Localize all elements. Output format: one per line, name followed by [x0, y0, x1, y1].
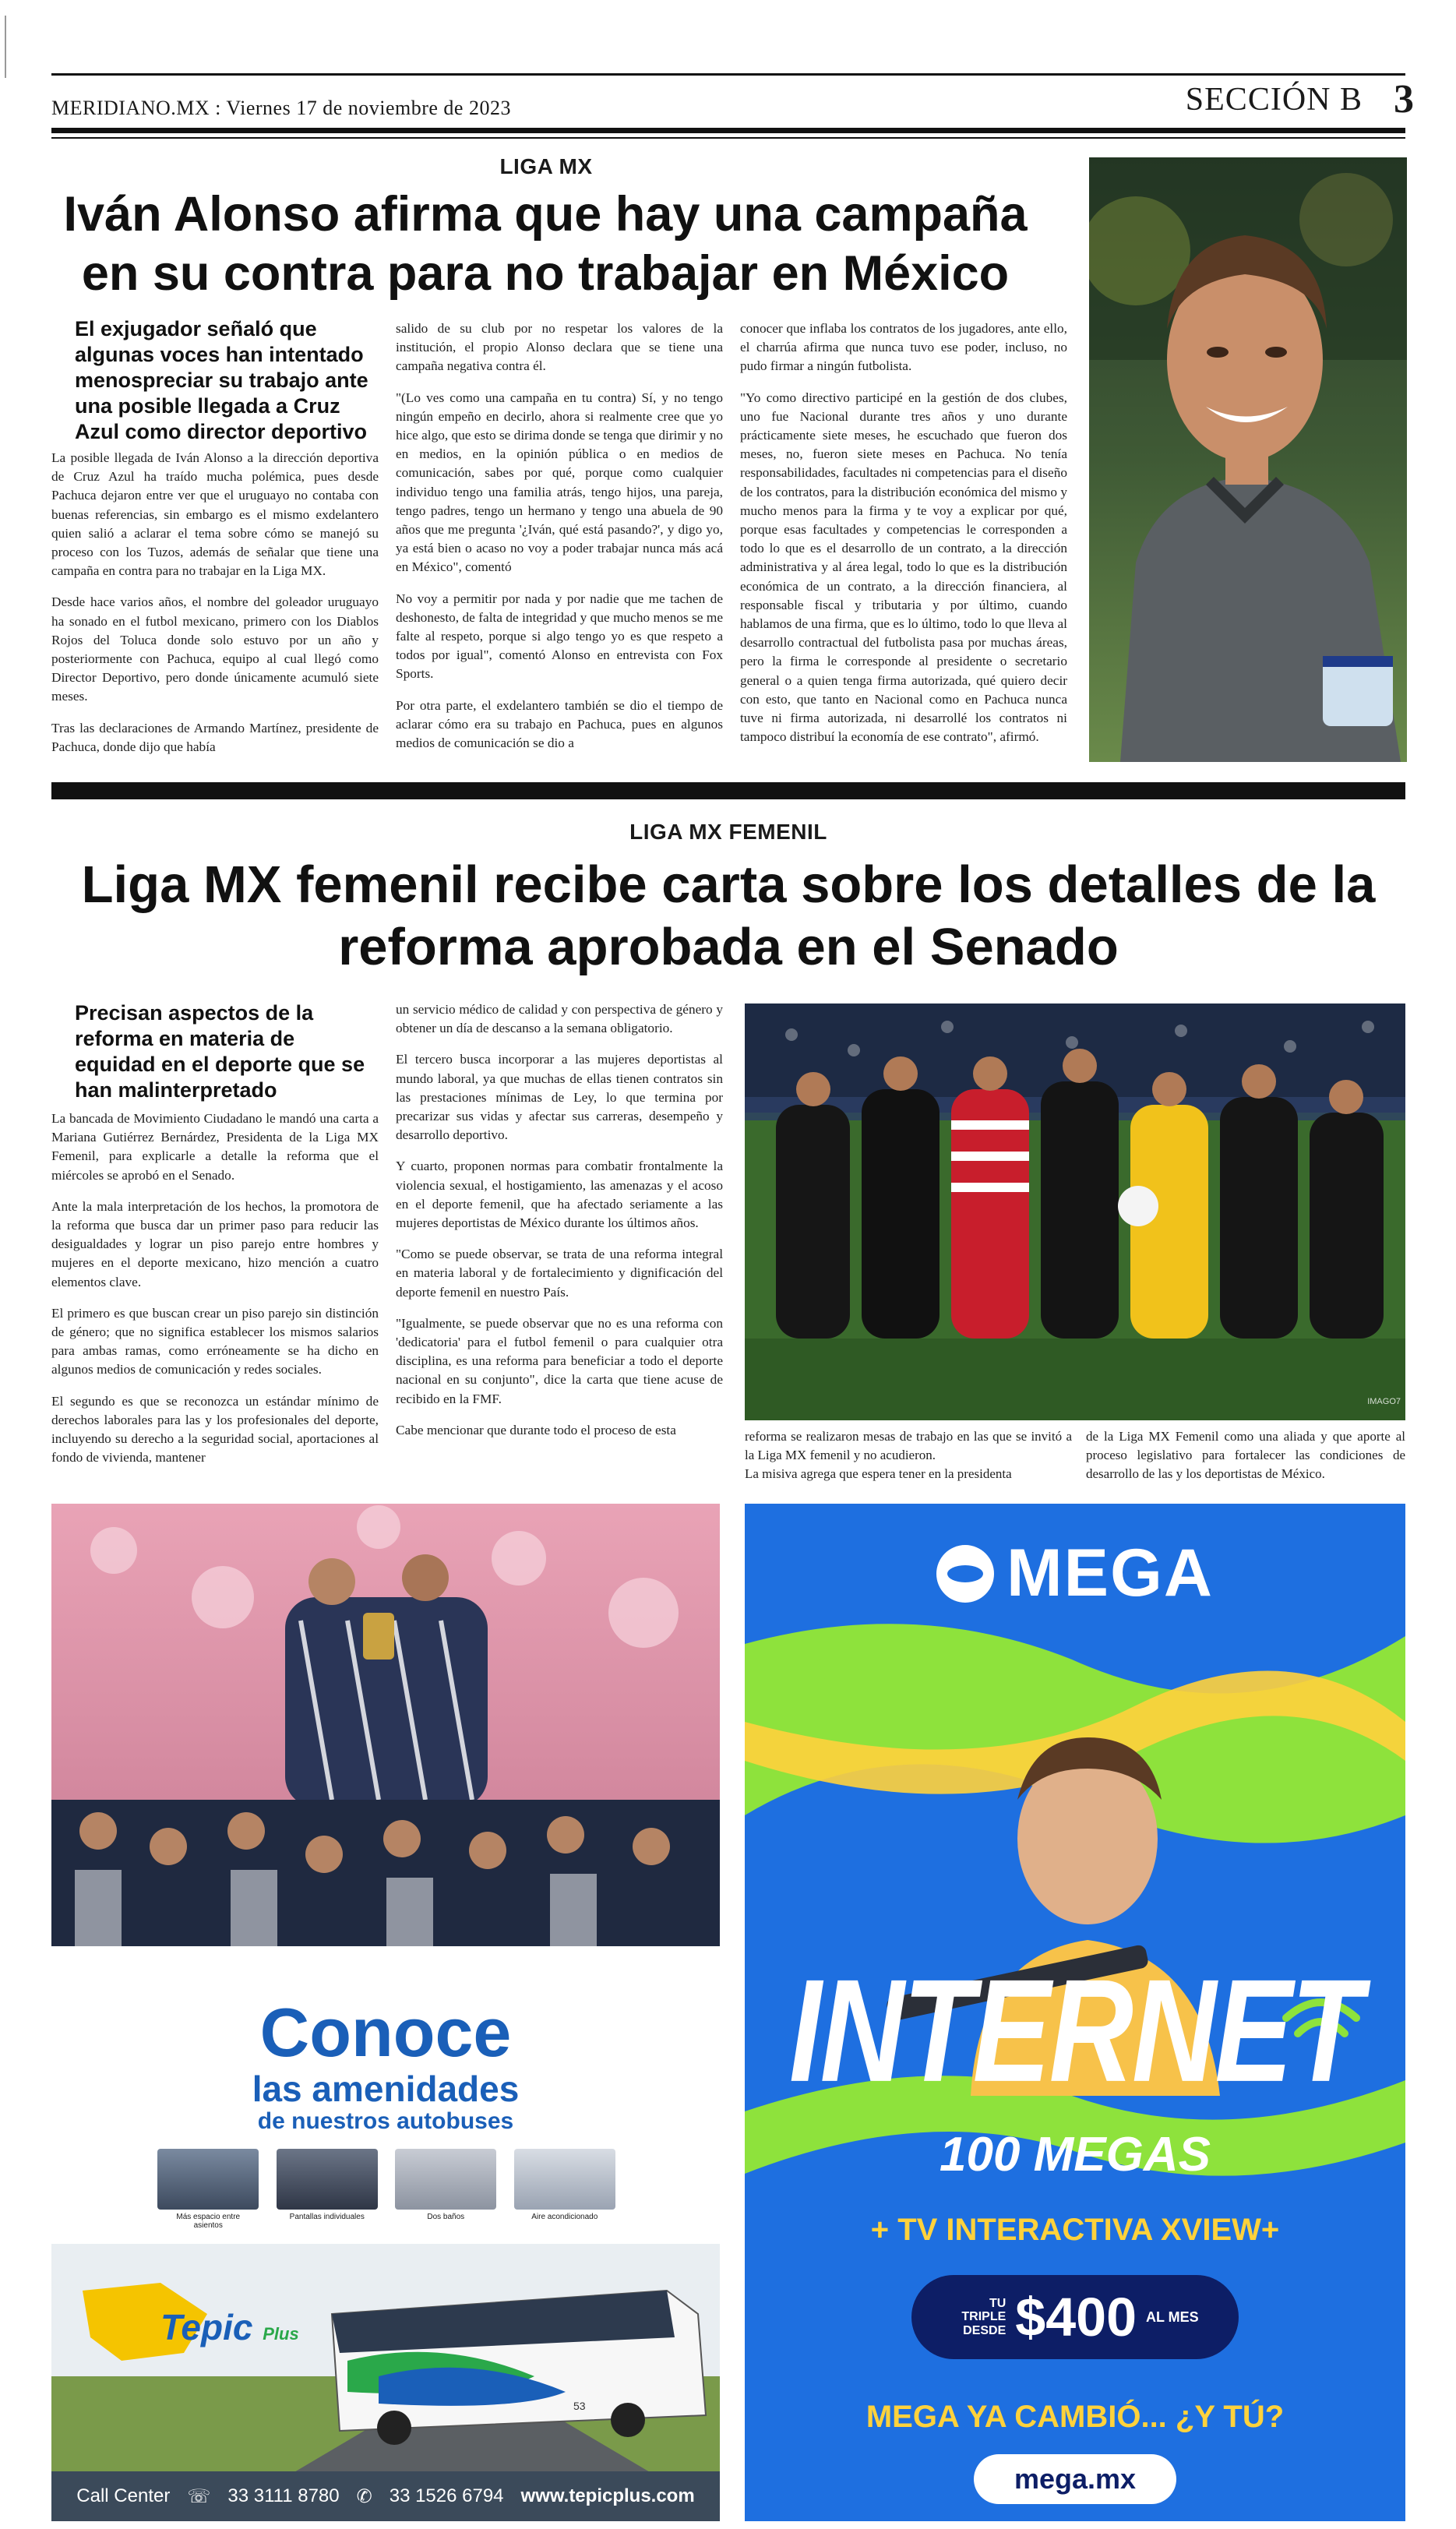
- article1-column-3: [740, 319, 1067, 759]
- article1-paragraph: "Yo como directivo participé en la gestión de dos clubes, uno fue Nacional durante tres años y uno durante prácticamente siete meses, he escuchado que fueron dos meses, no, fueron siete meses en Pachuca. No tenía responsabilidades, facultades ni competencias para el diseño de los contratos, para la distribución económica del mismo y mucho menos para la firma y te voy a explicar por qué, porque esas facultades y competencias le corresponden a todo lo que es el desarrollo de un contrato, a la dirección administrativa y al área legal, todo lo que es la distribución económica de un contrato, a la dirección financiera, al responsable fiscal y tributaria y por último, cuando hablamos de una firma, que es lo último, todo lo que lleva al desarrollo contractual del futbolista pasa por muchas áreas, pero la firma le corresponde al presidente o secretario general o a quien tenga firma autorizada, qué quiero decir con esto, que tanto en Nacional como en Pachuca nunca tuve ni firma autorizada, ni desarrollé los contratos ni tampoco distribuí la economía de ese contrato", afirmó.: [740, 390, 1067, 745]
- mega-slogan: MEGA YA CAMBIÓ... ¿Y TÚ?: [865, 2400, 1285, 2434]
- referees-captains-photo: [745, 1003, 1405, 1420]
- article2-paragraph: Y cuarto, proponen normas para combatir frontalmente la violencia sexual, el hostigamiento, las amenazas y el acoso en el deporte femenil, que ha afectado seriamente a las mujeres deportistas de México durante los últimos años.: [396, 1159, 723, 1231]
- tepic-logo-text: Tepic: [160, 2307, 253, 2347]
- mega-website[interactable]: mega.mx: [1014, 2463, 1137, 2495]
- amenity-item: [153, 2149, 264, 2242]
- mega-ad[interactable]: [745, 1504, 1405, 2521]
- amenity-item: [272, 2149, 383, 2242]
- header-bottom-rule: [51, 128, 1405, 133]
- article2-kicker: LIGA MX FEMENIL: [629, 820, 827, 844]
- photo-credit: IMAGO7: [1367, 1397, 1401, 1406]
- article2-paragraph: de la Liga MX Femenil como una aliada y que aporte al proceso legislativo para fortalecer las condiciones de desarrollo de las y los deportistas de México.: [1086, 1429, 1405, 1481]
- phone-icon: ☏: [187, 2485, 211, 2507]
- article1-column-1: [51, 449, 379, 769]
- article1-paragraph: Desde hace varios años, el nombre del goleador uruguayo ha sonado en el futbol mexicano, primero con los Diablos Rojos del Toluca donde solo estuvo por un año y posteriormente con Pachuca, equipo al cual llegó como Director Deportivo, pero donde únicamente acumuló siete meses.: [51, 594, 379, 704]
- amenity-label: Más espacio entre asientos: [176, 2213, 241, 2230]
- article2-deck: Precisan aspectos de la reforma en materia de equidad en el deporte que se han malinterpretado: [75, 1001, 365, 1102]
- tepic-logo-sub: Plus: [263, 2324, 299, 2344]
- article2-paragraph: Ante la mala interpretación de los hechos, la promotora de la reforma que busca dar un primer paso para reducir las desigualdades y lograr un piso parejo entre hombres y mujeres en el deporte mexicano, hizo mención a cuatro elementos clave.: [51, 1198, 379, 1289]
- article2-column-3: [745, 1427, 1072, 1483]
- seat-icon: [157, 2149, 259, 2210]
- article2-paragraph: El tercero busca incorporar a las mujeres deportistas al mundo laboral, ya que muchas de ellas tienen contratos sin las prestaciones mínimas de Ley, lo que termina por precarizar sus vidas y afectar sus carreras, desempeño y desarrollo deportivo.: [396, 1052, 723, 1143]
- air-conditioning-icon: [514, 2149, 615, 2210]
- article2-paragraph: Cabe mencionar que durante todo el proceso de esta: [396, 1422, 676, 1437]
- article1-paragraph: No voy a permitir por nada y por nadie que me tachen de deshonesto, de falta de integridad y que mucho menos se me falte al respeto, porque si algo tengo yo es que respeto a todos por igual", comentó Alonso en entrevista con Fox Sports.: [396, 591, 723, 682]
- tepic-logo: [160, 2306, 299, 2348]
- left-margin-mark: [5, 16, 6, 78]
- article2-column-2: [396, 1000, 723, 1452]
- call-center-label: Call Center: [76, 2485, 171, 2506]
- article1-headline: Iván Alonso afirma que hay una campaña en su contra para no trabajar en México: [63, 187, 1028, 301]
- article2-paragraph: reforma se realizaron mesas de trabajo en las que se invitó a la Liga MX femenil y no acudieron.: [745, 1429, 1072, 1462]
- article2-paragraph: La misiva agrega que espera tener en la presidenta: [745, 1466, 1012, 1481]
- price-value: $400: [1015, 2287, 1137, 2347]
- article2-paragraph: "Como se puede observar, se trata de una reforma integral en materia laboral y de fortalecimiento y dignificación del deporte femenil en nuestro País.: [396, 1247, 723, 1300]
- amenity-item: [390, 2149, 502, 2242]
- article2-paragraph: "Igualmente, se puede observar que no es una reforma con 'dedicatoria' para el futbol femenil o para cualquier otra disciplina, es una reforma para beneficiar a todo el deporte nacional en su conjunto", dice la carta que tiene acuse de recibido en la FMF.: [396, 1315, 723, 1406]
- mega-logo: [745, 1535, 1405, 1612]
- mega-logo-text: MEGA: [1007, 1536, 1214, 1610]
- article1-column-2: [396, 319, 723, 765]
- article2-paragraph: La bancada de Movimiento Ciudadano le mandó una carta a Mariana Gutiérrez Bernárdez, Presidenta de la Liga MX Femenil, para explicarle a detalle la reforma que el miércoles se aprobó en el Senado.: [51, 1111, 379, 1183]
- mega-website-button[interactable]: [974, 2454, 1176, 2504]
- mega-tv: + TV INTERACTIVA XVIEW+: [870, 2213, 1280, 2247]
- screen-icon: [277, 2149, 378, 2210]
- mega-speed: 100 MEGAS: [939, 2128, 1211, 2182]
- article1-kicker: LIGA MX: [499, 154, 593, 178]
- amenity-label: Pantallas individuales: [289, 2213, 365, 2221]
- amenity-item: [509, 2149, 621, 2242]
- ad-headline-3: de nuestros autobuses: [257, 2108, 514, 2134]
- article2-column-1: [51, 1109, 379, 1480]
- mega-headline: INTERNET: [789, 1948, 1361, 2112]
- celebration-illustration: [51, 1504, 720, 1946]
- ad-headline-2: las amenidades: [252, 2069, 520, 2109]
- tepic-plus-ad[interactable]: [51, 1963, 720, 2521]
- whatsapp-icon: ✆: [356, 2485, 372, 2507]
- top-rule: [51, 73, 1405, 76]
- article1-paragraph: La posible llegada de Iván Alonso a la dirección deportiva de Cruz Azul ha traído mucha polémica, pues desde Pachuca dejaron entre ver que el uruguayo no contaba con buenas referencias, sin embargo es el mismo exdelantero quien salió a aclarar el tema sobre cómo se manejó su proceso con los Tuzos, además de señalar que tiene una campaña en contra para no trabajar en la Liga MX.: [51, 450, 379, 579]
- website-link[interactable]: www.tepicplus.com: [520, 2485, 695, 2506]
- amenity-label: Aire acondicionado: [531, 2213, 598, 2221]
- mega-price-badge: [911, 2275, 1239, 2359]
- article1-paragraph: conocer que inflaba los contratos de los jugadores, ante ello, el charrúa afirma que nunca tuvo ese poder, incluso, no pudo firmar a ningún futbolista.: [740, 321, 1067, 374]
- header-bottom-rule-thin: [51, 137, 1405, 139]
- article1-paragraph: salido de su club por no respetar los valores de la institución, el propio Alonso declara que se tiene una campaña negativa contra él.: [396, 321, 723, 374]
- ad-headline-1: Conoce: [259, 1994, 512, 2071]
- ivan-alonso-photo: [1089, 157, 1407, 762]
- article1-paragraph: Tras las declaraciones de Armando Martínez, presidente de Pachuca, donde dijo que había: [51, 720, 379, 754]
- tepic-footer: [51, 2471, 720, 2521]
- section-divider: [51, 782, 1405, 799]
- team-photo-illustration: [745, 1003, 1405, 1420]
- page-number: 3: [1394, 77, 1414, 122]
- article2-column-4: [1086, 1427, 1405, 1483]
- price-suffix: AL MES: [1146, 2309, 1199, 2325]
- section-label: SECCIÓN B: [1185, 82, 1363, 118]
- bus-number: 53: [573, 2400, 586, 2412]
- article2-paragraph: El primero es que buscan crear un piso parejo sin distinción de género; que no significa establecer los mismos salarios para ambas ramas, como erróneamente se ha dicho en algunos medios de comunicación y redes sociales.: [51, 1305, 379, 1377]
- monterrey-celebration-photo: [51, 1504, 720, 1946]
- publication-date: MERIDIANO.MX : Viernes 17 de noviembre de 2023: [51, 97, 511, 119]
- portrait-illustration: [1089, 157, 1407, 762]
- mega-globe-icon: [936, 1545, 994, 1603]
- article2-paragraph: El segundo es que se reconozca un estándar mínimo de derechos laborales para las y los profesionales del deporte, incluyendo su derecho a la seguridad social, aportaciones al fondo de vivienda, mantener: [51, 1393, 379, 1466]
- article1-paragraph: Por otra parte, el exdelantero también se dio el tiempo de aclarar cómo era su trabajo en Pachuca, pues en algunos medios de comunicación se dio a: [396, 697, 723, 751]
- amenities-strip: [153, 2149, 620, 2242]
- article1-paragraph: "(Lo ves como una campaña en tu contra) Sí, y no tengo ningún empeño en decirlo, ahora si realmente cree que yo hice algo, que esto se dirima donde se tenga que dirimir y no en medios, en la opinión pública o en medios de comunicación, sabes por qué, porque como cualquier individuo tengo una familia atrás, tengo hijos, una pareja, tengo padres, tengo un hermano y tengo una abuela de 90 años que me pregunta '¿Iván, qué está pasando?', y digo yo, ya está bien o acaso no voy a poder trabajar nunca más acá en México", comentó: [396, 390, 723, 575]
- price-prefix: TU TRIPLE DESDE: [961, 2296, 1007, 2337]
- article2-paragraph: un servicio médico de calidad y con perspectiva de género y obtener un día de descanso a la semana obligatorio.: [396, 1002, 723, 1036]
- phone-number-1[interactable]: 33 3111 8780: [227, 2485, 340, 2506]
- restroom-icon: [395, 2149, 496, 2210]
- article1-deck: El exjugador señaló que algunas voces han intentado menospreciar su trabajo ante una posible llegada a Cruz Azul como director deportivo: [75, 317, 368, 443]
- bus-road-scene: [51, 2244, 720, 2478]
- amenity-label: Dos baños: [427, 2213, 465, 2221]
- phone-number-2[interactable]: 33 1526 6794: [389, 2485, 504, 2506]
- article2-headline: Liga MX femenil recibe carta sobre los detalles de la reforma aprobada en el Senado: [81, 855, 1376, 977]
